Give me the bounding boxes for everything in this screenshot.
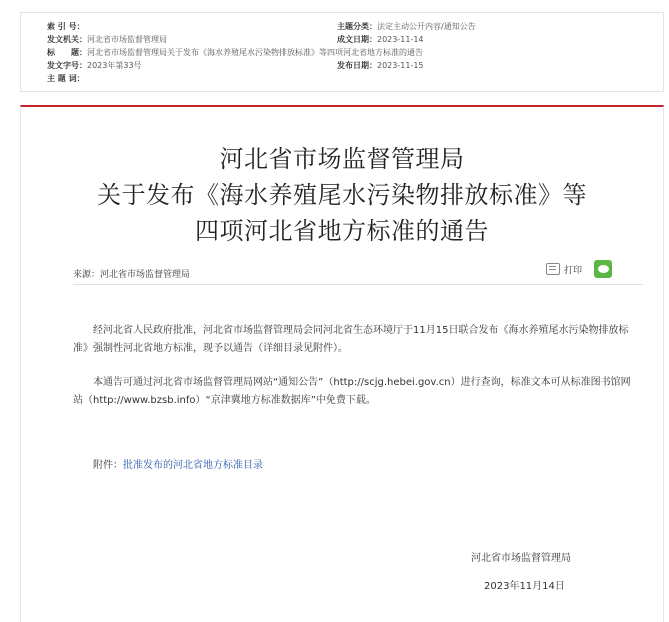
meta-created-value: 2023-11-14 <box>377 35 424 44</box>
meta-title-label: 标 题： <box>47 48 87 57</box>
source-divider <box>73 284 643 285</box>
meta-keywords <box>47 74 85 84</box>
meta-published <box>337 61 424 71</box>
meta-topic-label: 主题分类： <box>337 22 377 31</box>
meta-created-label: 成文日期： <box>337 35 377 44</box>
article-source: 来源：河北省市场监督管理局 <box>73 270 191 280</box>
meta-doc-no-label: 发文字号： <box>47 61 87 70</box>
article-tools <box>546 260 612 278</box>
meta-issuer-label: 发文机关： <box>47 35 87 44</box>
meta-title <box>47 48 423 58</box>
meta-topic-value: 法定主动公开内容/通知公告 <box>377 22 476 31</box>
attachment-line <box>73 456 263 471</box>
signature-date: 2023年11月14日 <box>484 581 565 592</box>
attachment-label: 附件： <box>93 460 123 471</box>
signature-organization: 河北省市场监督管理局 <box>471 553 571 564</box>
wechat-icon[interactable] <box>594 260 612 278</box>
meta-created <box>337 35 424 45</box>
printer-icon[interactable] <box>546 263 560 275</box>
print-button[interactable]: 打印 <box>564 265 583 276</box>
article-container <box>20 105 664 622</box>
article-title-line-3: 四项河北省地方标准的通告 <box>195 217 489 245</box>
meta-published-value: 2023-11-15 <box>377 61 424 70</box>
meta-title-value: 河北省市场监督管理局关于发布《海水养殖尾水污染物排放标准》等四项河北省地方标准的通告 <box>87 48 423 57</box>
meta-topic <box>337 22 476 32</box>
meta-issuer <box>47 35 167 45</box>
meta-published-label: 发布日期： <box>337 61 377 70</box>
article-title <box>21 141 663 249</box>
meta-issuer-value: 河北省市场监督管理局 <box>87 35 167 44</box>
meta-doc-no-value: 2023年第33号 <box>87 61 142 70</box>
meta-index-no <box>47 22 85 32</box>
article-title-line-1: 河北省市场监督管理局 <box>219 145 465 173</box>
article-paragraph-1: 经河北省人民政府批准，河北省市场监督管理局会同河北省生态环境厅于11月15日联合发布《海水养殖尾水污染物排放标准》强制性河北省地方标准，现予以通告（详细目录见附件）。 <box>73 325 629 354</box>
metadata-panel <box>20 12 664 92</box>
attachment-link[interactable]: 批准发布的河北省地方标准目录 <box>123 460 263 471</box>
meta-keywords-label: 主 题 词： <box>47 74 85 83</box>
meta-index-no-label: 索 引 号： <box>47 22 85 31</box>
article-title-line-2: 关于发布《海水养殖尾水污染物排放标准》等 <box>97 181 587 209</box>
meta-doc-no <box>47 61 142 71</box>
article-paragraph-2: 本通告可通过河北省市场监督管理局网站“通知公告”（http://scjg.hebei.gov.cn）进行查询，标准文本可从标准图书馆网站（http://www.bzsb.info）“京津冀地方标准数据库”中免费下载。 <box>73 377 631 406</box>
